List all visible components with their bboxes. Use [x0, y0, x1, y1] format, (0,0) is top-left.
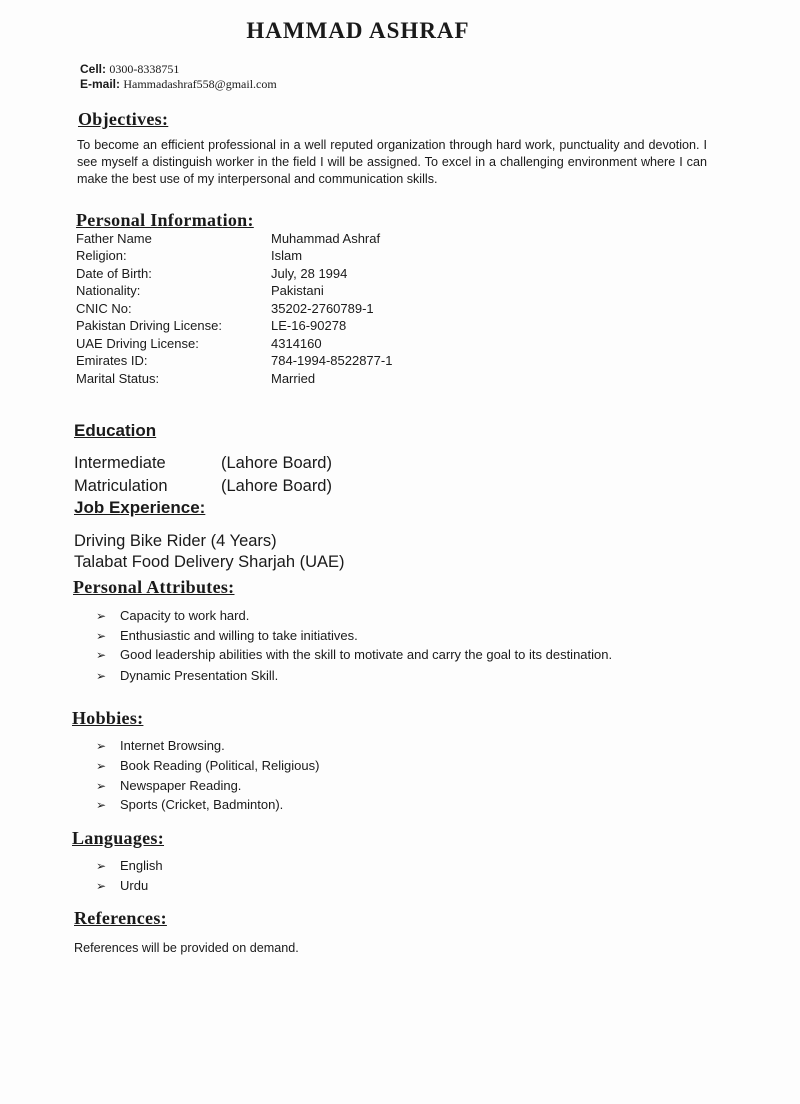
hobby-item-text: Internet Browsing. — [120, 738, 225, 753]
hobby-item — [96, 737, 790, 755]
bullet-arrow-icon: ➢ — [96, 629, 107, 643]
cell-label: Cell: — [80, 62, 107, 76]
info-label: CNIC No: — [76, 301, 132, 316]
attribute-item-text: Good leadership abilities with the skill to motivate and carry the goal to its destination. — [120, 647, 613, 662]
education-board: (Lahore Board) — [221, 477, 332, 495]
bullet-arrow-icon: ➢ — [96, 648, 107, 662]
education-row — [74, 452, 474, 474]
info-label: Nationality: — [76, 283, 141, 298]
hobby-item — [96, 796, 790, 814]
language-item-text: Urdu — [120, 878, 149, 893]
language-item — [96, 857, 790, 875]
education-row — [74, 475, 474, 497]
info-row — [76, 247, 536, 264]
info-label: Date of Birth: — [76, 266, 152, 281]
education-board: (Lahore Board) — [221, 454, 332, 472]
info-label: Pakistan Driving License: — [76, 318, 222, 333]
attribute-item — [96, 607, 790, 625]
info-row — [76, 230, 536, 247]
info-value: Pakistani — [271, 283, 324, 298]
bullet-arrow-icon: ➢ — [96, 779, 107, 793]
references-text: References will be provided on demand. — [74, 941, 299, 955]
email-label: E-mail: — [80, 77, 121, 91]
info-row — [76, 265, 536, 282]
language-item — [96, 877, 790, 895]
info-row — [76, 300, 536, 317]
info-label: Emirates ID: — [76, 353, 148, 368]
job-experience-heading: Job Experience: — [74, 498, 206, 517]
email-line — [80, 77, 277, 92]
education-level: Intermediate — [74, 454, 166, 472]
attribute-item-text: Enthusiastic and willing to take initiatives. — [120, 628, 358, 643]
language-item-text: English — [120, 858, 163, 873]
info-row — [76, 317, 536, 334]
info-value: LE-16-90278 — [271, 318, 347, 333]
cell-value: 0300-8338751 — [109, 62, 180, 76]
info-value: 35202-2760789-1 — [271, 301, 374, 316]
bullet-arrow-icon: ➢ — [96, 879, 107, 893]
info-row — [76, 370, 536, 387]
info-value: 784-1994-8522877-1 — [271, 353, 393, 368]
info-value: Islam — [271, 248, 303, 263]
info-row — [76, 282, 536, 299]
job-line: Driving Bike Rider (4 Years) — [74, 532, 277, 550]
info-value: 4314160 — [271, 336, 322, 351]
bullet-arrow-icon: ➢ — [96, 798, 107, 812]
languages-heading: Languages: — [72, 828, 165, 848]
attribute-item-text: Capacity to work hard. — [120, 608, 250, 623]
info-label: Father Name — [76, 231, 152, 246]
attribute-item — [96, 627, 790, 645]
info-value: Married — [271, 371, 316, 386]
info-value: July, 28 1994 — [271, 266, 348, 281]
cell-line — [80, 62, 179, 77]
education-heading: Education — [74, 421, 157, 440]
info-row — [76, 335, 536, 352]
education-level: Matriculation — [74, 477, 168, 495]
info-label: UAE Driving License: — [76, 336, 199, 351]
info-value: Muhammad Ashraf — [271, 231, 381, 246]
objectives-heading: Objectives: — [78, 109, 169, 129]
hobby-item-text: Book Reading (Political, Religious) — [120, 758, 320, 773]
info-row — [76, 352, 536, 369]
attribute-item — [96, 667, 790, 685]
attribute-item — [96, 646, 790, 664]
info-label: Marital Status: — [76, 371, 160, 386]
attribute-item-text: Dynamic Presentation Skill. — [120, 668, 279, 683]
bullet-arrow-icon: ➢ — [96, 739, 107, 753]
candidate-name: HAMMAD ASHRAF — [246, 18, 470, 43]
hobby-item — [96, 777, 790, 795]
objectives-text: To become an efficient professional in a well reputed organization through hard work, punctuality and devotion. I see myself a distinguish worker in the field I will be assigned. To excel in a challenging environment where I can make the best use of my interpersonal and communication skills. — [77, 138, 707, 186]
hobby-item-text: Newspaper Reading. — [120, 778, 242, 793]
info-label: Religion: — [76, 248, 127, 263]
bullet-arrow-icon: ➢ — [96, 759, 107, 773]
email-value: Hammadashraf558@gmail.com — [123, 77, 277, 91]
hobby-item — [96, 757, 790, 775]
hobbies-heading: Hobbies: — [72, 708, 144, 728]
bullet-arrow-icon: ➢ — [96, 859, 107, 873]
bullet-arrow-icon: ➢ — [96, 609, 107, 623]
personal-information-heading: Personal Information: — [76, 210, 254, 230]
job-line: Talabat Food Delivery Sharjah (UAE) — [74, 553, 345, 571]
bullet-arrow-icon: ➢ — [96, 669, 107, 683]
personal-attributes-heading: Personal Attributes: — [73, 577, 235, 597]
references-heading: References: — [74, 908, 167, 928]
hobby-item-text: Sports (Cricket, Badminton). — [120, 797, 284, 812]
